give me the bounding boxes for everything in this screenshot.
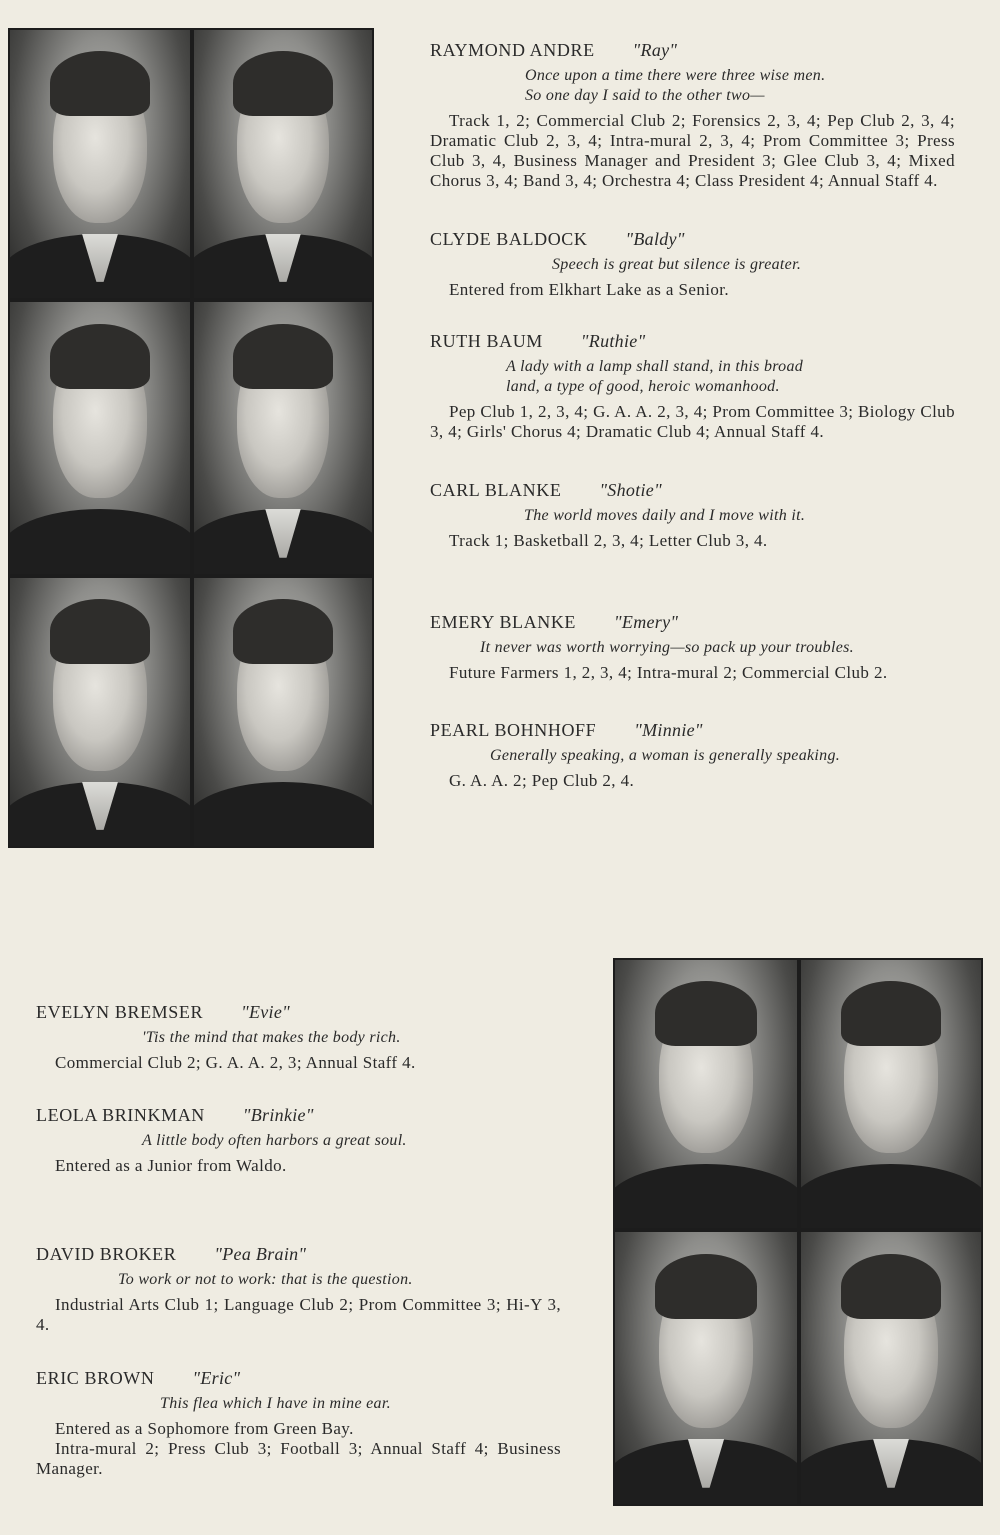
quote-line: Once upon a time there were three wise men. xyxy=(525,67,826,84)
portrait-ruth-baum xyxy=(10,302,190,574)
student-quote xyxy=(430,66,955,106)
student-nickname: "Minnie" xyxy=(634,720,703,740)
entry-ruth-baum xyxy=(430,331,955,442)
quote-line: So one day I said to the other two— xyxy=(525,87,765,104)
entry-emery-blanke xyxy=(430,612,955,683)
student-quote xyxy=(36,1394,561,1414)
portrait-leola-brinkman xyxy=(801,960,981,1228)
student-name: EMERY BLANKE xyxy=(430,612,577,632)
quote-line: Generally speaking, a woman is generally speaking. xyxy=(490,747,841,764)
student-activities: G. A. A. 2; Pep Club 2, 4. xyxy=(449,771,635,790)
student-activities: Future Farmers 1, 2, 3, 4; Intra-mural 2; Commercial Club 2. xyxy=(449,663,888,682)
student-nickname: "Baldy" xyxy=(625,229,685,249)
student-activities: Track 1; Basketball 2, 3, 4; Letter Club 3, 4. xyxy=(449,531,768,550)
student-name: LEOLA BRINKMAN xyxy=(36,1105,205,1125)
student-activities: Track 1, 2; Commercial Club 2; Forensics 2, 3, 4; Pep Club 2, 3, 4; Dramatic Club 2, 3, 4; Intra-mural 2, 3, 4; Prom Committee 3; Press Club 3, 4, Business Manager and President 3; Glee Club 3, 4; Mixed Chorus 3, 4; Band 3, 4; Orchestra 4; Class President 4; Annual Staff 4. xyxy=(430,111,955,190)
student-activities: Commercial Club 2; G. A. A. 2, 3; Annual Staff 4. xyxy=(55,1053,416,1072)
student-nickname: "Eric" xyxy=(192,1368,241,1388)
student-activities: Pep Club 1, 2, 3, 4; G. A. A. 2, 3, 4; Prom Committee 3; Biology Club 3, 4; Girls' Chorus 4; Dramatic Club 4; Annual Staff 4. xyxy=(430,402,955,441)
student-name: CLYDE BALDOCK xyxy=(430,229,588,249)
student-name: EVELYN BREMSER xyxy=(36,1002,204,1022)
portrait-carl-blanke xyxy=(194,302,372,574)
portrait-eric-brown xyxy=(801,1232,981,1504)
quote-line: land, a type of good, heroic womanhood. xyxy=(506,378,780,395)
quote-line: This flea which I have in mine ear. xyxy=(160,1395,391,1412)
entry-david-broker xyxy=(36,1244,561,1335)
portrait-evelyn-bremser xyxy=(615,960,797,1228)
student-quote xyxy=(430,506,955,526)
student-nickname: "Ruthie" xyxy=(580,331,646,351)
student-quote xyxy=(36,1131,561,1151)
student-activities: Industrial Arts Club 1; Language Club 2; Prom Committee 3; Hi-Y 3, 4. xyxy=(36,1295,561,1334)
student-quote xyxy=(36,1028,561,1048)
student-quote xyxy=(430,746,955,766)
student-nickname: "Brinkie" xyxy=(242,1105,314,1125)
portrait-raymond-andre xyxy=(10,30,190,298)
student-nickname: "Ray" xyxy=(632,40,678,60)
entry-leola-brinkman xyxy=(36,1105,561,1176)
student-nickname: "Evie" xyxy=(241,1002,291,1022)
portrait-clyde-baldock xyxy=(194,30,372,298)
student-nickname: "Pea Brain" xyxy=(214,1244,307,1264)
entry-carl-blanke xyxy=(430,480,955,551)
quote-line: It never was worth worrying—so pack up your troubles. xyxy=(480,639,854,656)
student-activities-continued: Intra-mural 2; Press Club 3; Football 3; Annual Staff 4; Business Manager. xyxy=(36,1439,561,1478)
student-name: RUTH BAUM xyxy=(430,331,543,351)
quote-line: A lady with a lamp shall stand, in this broad xyxy=(506,358,804,375)
student-activities: Entered as a Junior from Waldo. xyxy=(55,1156,287,1175)
student-quote xyxy=(430,255,955,275)
student-quote xyxy=(36,1270,561,1290)
quote-line: The world moves daily and I move with it. xyxy=(524,507,806,524)
student-nickname: "Shotie" xyxy=(599,480,662,500)
student-name: RAYMOND ANDRE xyxy=(430,40,595,60)
student-name: PEARL BOHNHOFF xyxy=(430,720,597,740)
portrait-david-broker xyxy=(615,1232,797,1504)
student-name: ERIC BROWN xyxy=(36,1368,155,1388)
student-activities: Entered from Elkhart Lake as a Senior. xyxy=(449,280,730,299)
entry-raymond-andre xyxy=(430,40,955,191)
quote-line: To work or not to work: that is the question. xyxy=(118,1271,413,1288)
entry-pearl-bohnhoff xyxy=(430,720,955,791)
student-nickname: "Emery" xyxy=(614,612,679,632)
entry-evelyn-bremser xyxy=(36,1002,561,1073)
quote-line: 'Tis the mind that makes the body rich. xyxy=(142,1029,401,1046)
entry-eric-brown xyxy=(36,1368,561,1479)
student-name: DAVID BROKER xyxy=(36,1244,177,1264)
top-photo-grid xyxy=(8,28,374,848)
quote-line: Speech is great but silence is greater. xyxy=(552,256,802,273)
entry-clyde-baldock xyxy=(430,229,955,300)
student-activities: Entered as a Sophomore from Green Bay. xyxy=(55,1419,354,1438)
student-name: CARL BLANKE xyxy=(430,480,562,500)
portrait-emery-blanke xyxy=(10,578,190,846)
portrait-pearl-bohnhoff xyxy=(194,578,372,846)
quote-line: A little body often harbors a great soul. xyxy=(142,1132,407,1149)
student-quote xyxy=(430,357,955,397)
student-quote xyxy=(430,638,955,658)
bottom-photo-grid xyxy=(613,958,983,1506)
